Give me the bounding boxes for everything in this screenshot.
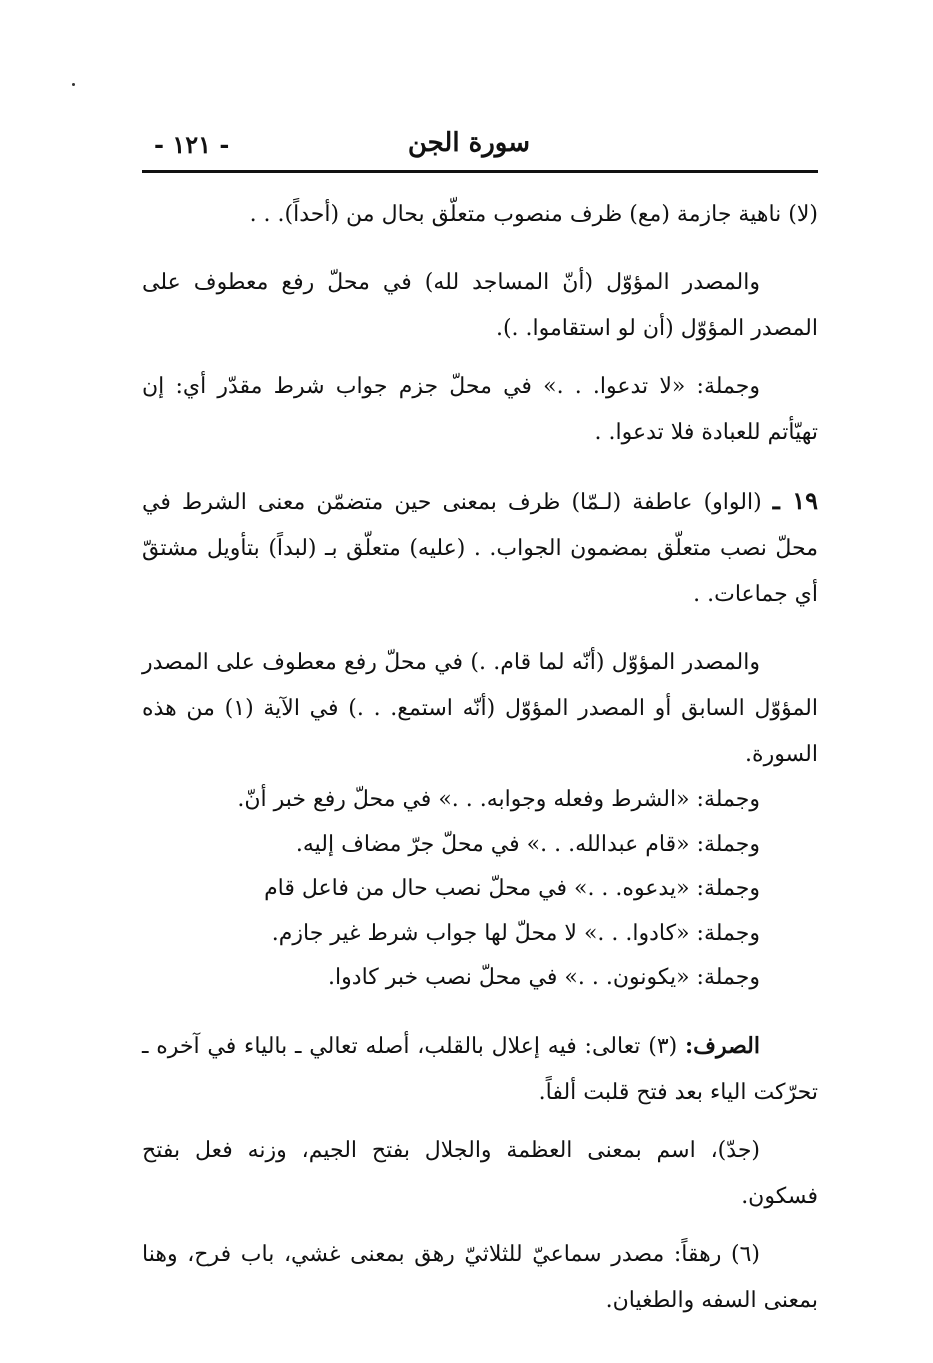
paragraph-la-nahiya: (لا) ناهية جازمة (مع) ظرف منصوب متعلّق بحال من (أحداً). . . xyxy=(249,202,818,227)
header-rule xyxy=(142,170,818,173)
page-number: - ١٢١ - xyxy=(154,130,230,159)
paragraph-masdar-2: والمصدر المؤوّل (أنّه لما قام. .) في محلّ رفع معطوف على المصدر المؤوّل السابق أو المصدر المؤوّل (أنّه استمع. . .) في الآية (١) من هذه السورة. xyxy=(142,650,818,767)
paragraph-jumla-la-tadu: وجملة: «لا تدعوا. . .» في محلّ جزم جواب شرط مقدّر أي: إن تهيّأتم للعبادة فلا تدعوا. . xyxy=(142,374,818,445)
jumla-line-5: وجملة: «يكونون. . .» في محلّ نصب خبر كادوا. xyxy=(328,965,760,990)
paragraph-jadd: (جدّ)، اسم بمعنى العظمة والجلال بفتح الجيم، وزنه فعل بفتح فسكون. xyxy=(142,1137,818,1209)
page-body xyxy=(142,192,818,1324)
paragraph-verse-19 xyxy=(142,478,818,618)
margin-dot xyxy=(72,83,75,86)
jumla-line-3: وجملة: «يدعوه. . .» في محلّ نصب حال من فاعل قام xyxy=(264,876,760,901)
jumla-line-4: وجملة: «كادوا. . .» لا محلّ لها جواب شرط غير جازم. xyxy=(271,920,760,946)
sarf-text: (٣) تعالى: فيه إعلال بالقلب، أصله تعالي ـ بالياء في آخره ـ تحرّكت الياء بعد فتح قلبت ألفاً. xyxy=(142,1033,818,1105)
jumla-line-2: وجملة: «قام عبدالله. . .» في محلّ جرّ مضاف إليه. xyxy=(295,831,760,857)
jumla-line-1: وجملة: «الشرط وفعله وجوابه. . .» في محلّ رفع خبر أنّ. xyxy=(237,787,760,812)
paragraph-sarf xyxy=(142,1023,818,1116)
page-header xyxy=(142,128,818,168)
paragraph-masdar-1: والمصدر المؤوّل (أنّ المساجد لله) في محلّ رفع معطوف على المصدر المؤوّل (أن لو استقاموا. .). xyxy=(142,270,818,341)
surah-title: سورة الجن xyxy=(407,128,530,158)
verse-19-text: (الواو) عاطفة (لـمّا) ظرف بمعنى حين متضمّن معنى الشرط في محلّ نصب متعلّق بمضمون الجواب. . (عليه) متعلّق بـ (لبداً) بتأويل مشتقّ أي جماعات. . xyxy=(142,490,818,607)
sarf-label: الصرف: xyxy=(685,1032,760,1059)
paragraph-rahaq: (٦) رهقاً: مصدر سماعيّ للثلاثيّ رهق بمعنى غشي، باب فرح، وهنا بمعنى السفه والطغيان. xyxy=(142,1241,818,1313)
verse-number: ١٩ ـ xyxy=(772,486,819,515)
